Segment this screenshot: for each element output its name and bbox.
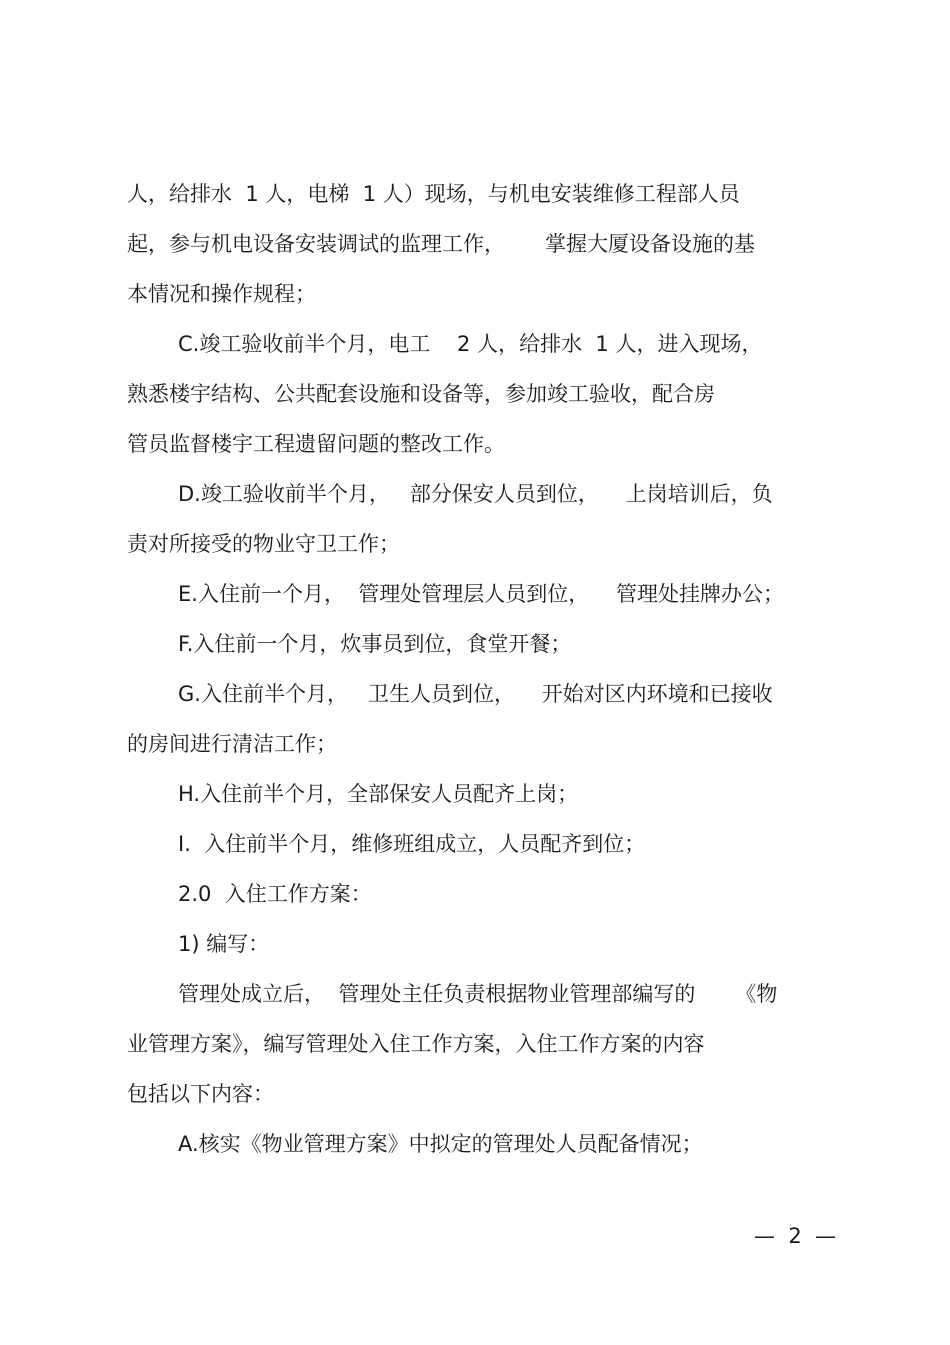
text-line-18: 业管理方案》，编写管理处入住工作方案，入住工作方案的内容 [127,1032,705,1056]
text-line-16: 1) 编写： [178,932,270,956]
text-line-15: 2.0 入住工作方案： [178,882,372,906]
text-line-6: 管员监督楼宇工程遗留问题的整改工作。 [127,432,505,456]
text-line-8: 责对所接受的物业守卫工作； [127,532,400,556]
text-line-13: H.入住前半个月，全部保安人员配齐上岗； [178,782,579,806]
text-line-19: 包括以下内容： [127,1082,274,1106]
text-line-17: 管理处成立后， 管理处主任负责根据物业管理部编写的 《物 [178,982,778,1006]
text-line-10: F.入住前一个月，炊事员到位，食堂开餐； [178,632,572,656]
text-line-20: A.核实《物业管理方案》中拟定的管理处人员配备情况； [178,1132,703,1156]
text-line-1: 人，给排水 1 人，电梯 1 人）现场，与机电安装维修工程部人员 [127,182,740,206]
text-line-2: 起，参与机电设备安装调试的监理工作， 掌握大厦设备设施的基 [127,232,756,256]
text-line-3: 本情况和操作规程； [127,282,316,306]
text-line-12: 的房间进行清洁工作； [127,732,337,756]
text-line-11: G.入住前半个月， 卫生人员到位， 开始对区内环境和已接收 [178,682,773,706]
text-line-4: C.竣工验收前半个月，电工 2 人，给排水 1 人，进入现场， [178,332,763,356]
text-line-9: E.入住前一个月， 管理处管理层人员到位， 管理处挂牌办公； [178,582,784,606]
page-number: — 2 — [754,1224,837,1248]
text-line-5: 熟悉楼宇结构、公共配套设施和设备等，参加竣工验收，配合房 [127,382,715,406]
text-line-14: I. 入住前半个月，维修班组成立，人员配齐到位； [178,832,646,856]
text-line-7: D.竣工验收前半个月， 部分保安人员到位， 上岗培训后，负 [178,482,773,506]
